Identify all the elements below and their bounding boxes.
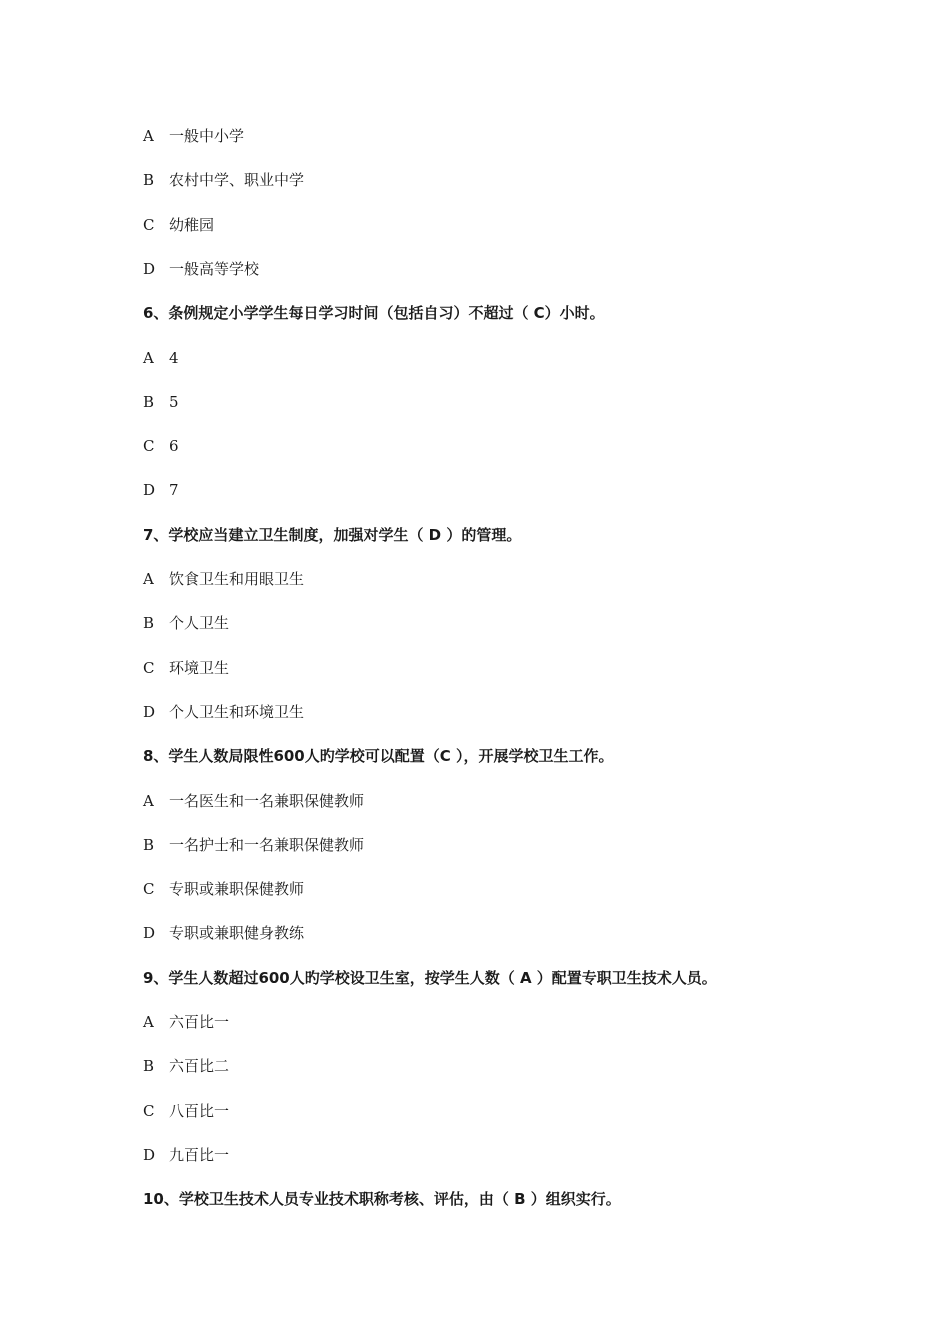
option-text: 环境卫生 <box>169 659 230 677</box>
option-text: 八百比一 <box>169 1102 230 1120</box>
question-text: 9、学生人数超过600人旳学校设卫生室，按学生人数（ A ）配置专职卫生技术人员。 <box>143 969 717 987</box>
answer-option <box>143 166 304 194</box>
option-letter: B <box>143 393 155 411</box>
answer-option <box>143 211 214 239</box>
answer-option <box>143 875 304 903</box>
answer-option <box>143 344 179 372</box>
option-text: 一般中小学 <box>169 127 245 145</box>
answer-option <box>143 831 364 859</box>
option-text: 一名医生和一名兼职保健教师 <box>169 792 365 810</box>
option-letter: A <box>143 570 154 588</box>
option-text: 6 <box>169 437 179 455</box>
answer-option <box>143 1141 229 1169</box>
option-letter: C <box>143 1102 155 1120</box>
option-letter: A <box>143 127 154 145</box>
answer-option <box>143 698 304 726</box>
question-text: 7、学校应当建立卫生制度，加强对学生（ D ）的管理。 <box>143 526 522 544</box>
option-letter: A <box>143 349 154 367</box>
option-text: 一般高等学校 <box>169 260 260 278</box>
option-text: 九百比一 <box>169 1146 230 1164</box>
option-text: 专职或兼职保健教师 <box>169 880 305 898</box>
option-letter: B <box>143 171 155 189</box>
answer-option <box>143 609 229 637</box>
option-text: 7 <box>169 481 179 499</box>
option-letter: A <box>143 1013 154 1031</box>
option-letter: C <box>143 216 155 234</box>
question-text: 8、学生人数局限性600人旳学校可以配置（C ），开展学校卫生工作。 <box>143 747 614 765</box>
option-letter: D <box>143 481 156 499</box>
answer-option <box>143 565 304 593</box>
option-text: 饮食卫生和用眼卫生 <box>169 570 305 588</box>
option-text: 六百比一 <box>169 1013 230 1031</box>
option-letter: A <box>143 792 154 810</box>
option-letter: C <box>143 437 155 455</box>
option-letter: D <box>143 703 156 721</box>
answer-option <box>143 919 304 947</box>
answer-option <box>143 787 364 815</box>
answer-option <box>143 654 229 682</box>
answer-option <box>143 255 259 283</box>
option-text: 个人卫生 <box>169 614 230 632</box>
option-letter: D <box>143 1146 156 1164</box>
answer-option <box>143 476 179 504</box>
option-text: 个人卫生和环境卫生 <box>169 703 305 721</box>
option-letter: B <box>143 614 155 632</box>
option-text: 幼稚园 <box>169 216 215 234</box>
option-text: 六百比二 <box>169 1057 230 1075</box>
option-letter: D <box>143 260 156 278</box>
option-letter: C <box>143 880 155 898</box>
question-text: 10、学校卫生技术人员专业技术职称考核、评估，由（ B ）组织实行。 <box>143 1190 621 1208</box>
option-letter: B <box>143 836 155 854</box>
answer-option <box>143 1052 229 1080</box>
option-text: 5 <box>169 393 179 411</box>
answer-option <box>143 122 244 150</box>
option-letter: B <box>143 1057 155 1075</box>
option-letter: D <box>143 924 156 942</box>
option-text: 专职或兼职健身教练 <box>169 924 305 942</box>
answer-option <box>143 1008 229 1036</box>
option-text: 一名护士和一名兼职保健教师 <box>169 836 365 854</box>
option-text: 4 <box>169 349 179 367</box>
option-text: 农村中学、职业中学 <box>169 171 305 189</box>
answer-option <box>143 388 179 416</box>
answer-option <box>143 432 179 460</box>
option-letter: C <box>143 659 155 677</box>
question-text: 6、条例规定小学学生每日学习时间（包括自习）不超过（ C）小时。 <box>143 304 605 322</box>
answer-option <box>143 1097 229 1125</box>
